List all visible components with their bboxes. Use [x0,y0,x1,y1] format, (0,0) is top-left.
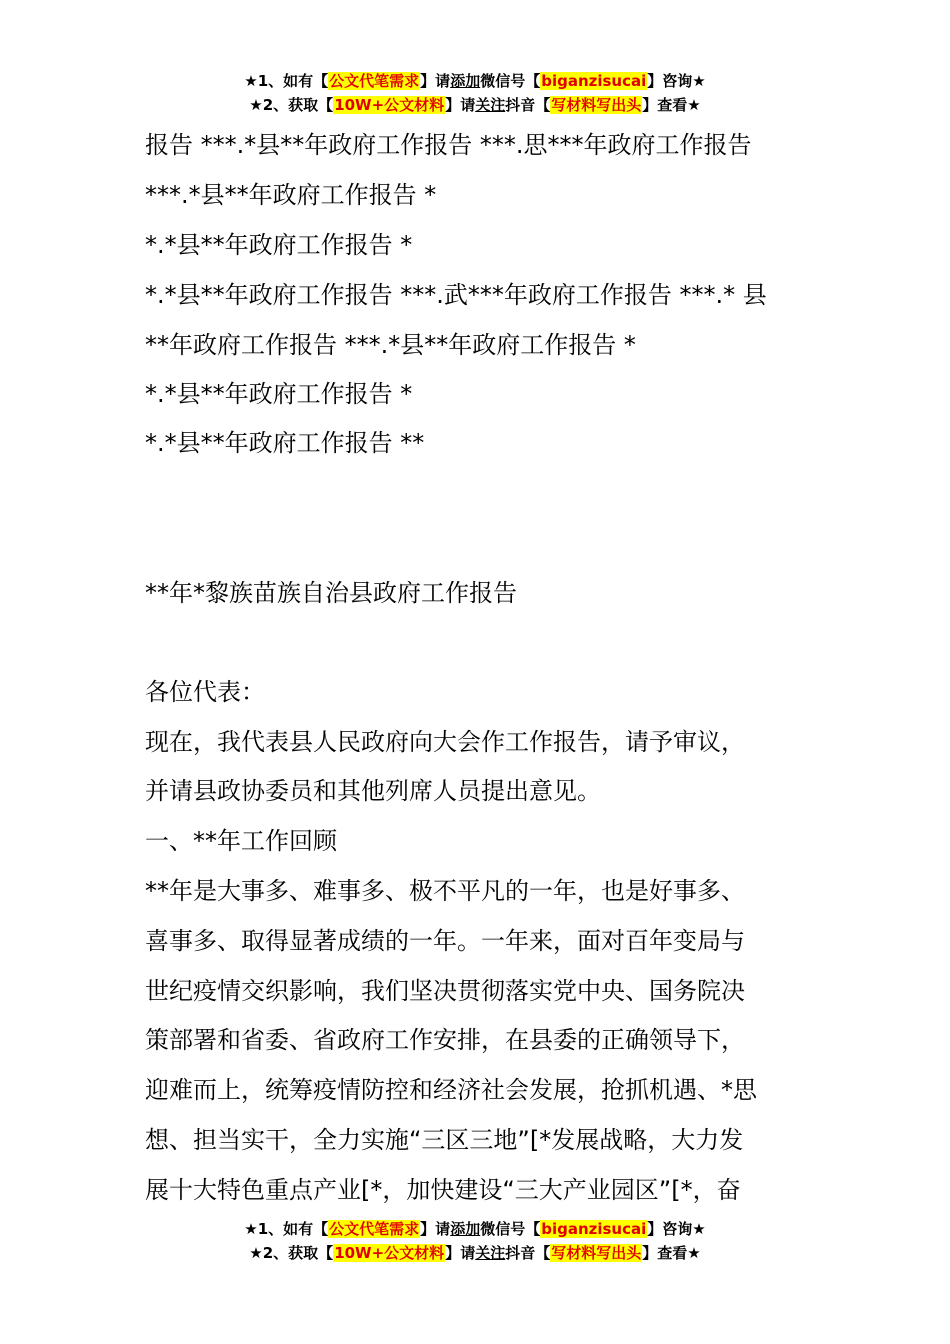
paragraph-line: **年是大事多、难事多、极不平凡的一年，也是好事多、 [145,877,745,905]
banner-text: 】查看★ [642,96,701,114]
banner-underline: 关注 [475,96,506,114]
banner-highlight: 公文代笔需求 [329,1220,420,1238]
banner-underline: 添加 [450,1220,481,1238]
banner-douyin-id: 写材料写出头 [551,96,642,114]
banner-highlight: 10W+公文材料 [334,96,445,114]
paragraph-line: 喜事多、取得显著成绩的一年。一年来，面对百年变局与 [145,927,745,955]
toc-line: *.*县**年政府工作报告 * [145,231,413,259]
banner-wechat-id: biganzisucai [541,72,647,90]
paragraph-line: 展十大特色重点产业[*，加快建设“三大产业园区”[*，奋 [145,1176,741,1204]
banner-line-1 [0,70,950,94]
greeting: 各位代表： [145,678,265,706]
banner-text: 微信号【 [480,72,541,90]
banner-highlight: 10W+公文材料 [334,1244,445,1262]
banner-text: 】请 [445,96,476,114]
banner-text: ★1、如有【 [244,1220,329,1238]
banner-line-2 [0,1242,950,1266]
toc-line: **年政府工作报告 ***.*县**年政府工作报告 * [145,331,636,359]
banner-underline: 添加 [450,72,481,90]
banner-text: 】查看★ [642,1244,701,1262]
toc-line: 报告 ***.*县**年政府工作报告 ***.思***年政府工作报告 [145,131,752,159]
header-banner [0,70,950,118]
footer-banner [0,1218,950,1266]
banner-line-2 [0,94,950,118]
banner-text: ★1、如有【 [244,72,329,90]
banner-line-1 [0,1218,950,1242]
banner-text: 】请 [445,1244,476,1262]
banner-wechat-id: biganzisucai [541,1220,647,1238]
banner-text: ★2、获取【 [249,96,334,114]
banner-text: 】请 [420,72,451,90]
banner-text: ★2、获取【 [249,1244,334,1262]
paragraph-line: 想、担当实干，全力实施“三区三地”[*发展战略，大力发 [145,1126,744,1154]
toc-line: *.*县**年政府工作报告 ***.武***年政府工作报告 ***.* 县 [145,281,767,309]
banner-text: 】咨询★ [647,72,706,90]
paragraph-line: 并请县政协委员和其他列席人员提出意见。 [145,777,601,805]
paragraph-line: 现在，我代表县人民政府向大会作工作报告，请予审议， [145,728,745,756]
banner-text: 】咨询★ [647,1220,706,1238]
banner-underline: 关注 [475,1244,506,1262]
paragraph-line: 世纪疫情交织影响，我们坚决贯彻落实党中央、国务院决 [145,977,745,1005]
paragraph-line: 迎难而上，统筹疫情防控和经济社会发展，抢抓机遇、*思 [145,1076,757,1104]
banner-text: 】请 [420,1220,451,1238]
toc-line: ***.*县**年政府工作报告 * [145,181,437,209]
paragraph-line: 策部署和省委、省政府工作安排，在县委的正确领导下， [145,1026,745,1054]
banner-text: 抖音【 [505,96,551,114]
toc-line: *.*县**年政府工作报告 ** [145,429,425,457]
banner-highlight: 公文代笔需求 [329,72,420,90]
banner-douyin-id: 写材料写出头 [551,1244,642,1262]
banner-text: 微信号【 [480,1220,541,1238]
toc-line: *.*县**年政府工作报告 * [145,380,413,408]
document-title: **年*黎族苗族自治县政府工作报告 [145,579,517,607]
banner-text: 抖音【 [505,1244,551,1262]
section-heading: 一、**年工作回顾 [145,827,337,855]
